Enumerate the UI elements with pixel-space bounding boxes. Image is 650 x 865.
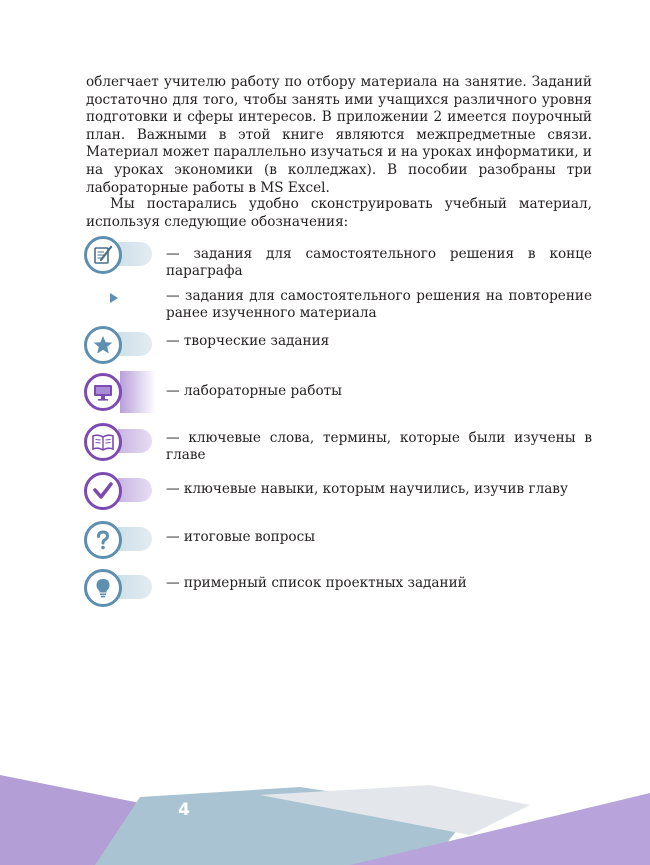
legend-text: — ключевые навыки, которым научились, изучив главу bbox=[166, 481, 568, 497]
legend-intro-paragraph: Мы постарались удобно сконструировать учебный материал, используя следующие обозначения: bbox=[86, 196, 592, 230]
intro-paragraph: облегчает учителю работу по отбору материала на занятие. Заданий достаточно для того, чтобы занять ими учащихся различного уровня подготовки и сферы интересов. В приложении 2 имеется поурочный план. Важными в этой книге являются межпредметные связи. Материал может параллельно изучаться и на уроках информатики, и на уроках экономики (в колледжах). В пособии разобраны три лабораторные работы в MS Excel. bbox=[86, 74, 592, 196]
monitor-icon bbox=[84, 373, 122, 411]
footer-decoration bbox=[0, 775, 650, 865]
legend-text: — задания для самостоятельного решения в конце параграфа bbox=[166, 246, 592, 279]
triangle-arrow-icon bbox=[110, 293, 118, 303]
question-mark-icon bbox=[84, 521, 122, 559]
legend-text: — примерный список проектных заданий bbox=[166, 575, 467, 591]
checkmark-icon bbox=[84, 472, 122, 510]
page-number: 4 bbox=[178, 800, 190, 820]
legend-text: — задания для самостоятельного решения на повторение ранее изученного материала bbox=[166, 288, 592, 321]
lightbulb-icon bbox=[84, 569, 122, 607]
open-book-icon bbox=[84, 423, 122, 461]
notebook-pen-icon bbox=[84, 236, 122, 274]
star-icon bbox=[84, 326, 122, 364]
legend-text: — ключевые слова, термины, которые были изучены в главе bbox=[166, 430, 592, 463]
legend-text: — лабораторные работы bbox=[166, 383, 342, 399]
legend-text: — итоговые вопросы bbox=[166, 529, 316, 545]
legend-text: — творческие задания bbox=[166, 333, 330, 349]
